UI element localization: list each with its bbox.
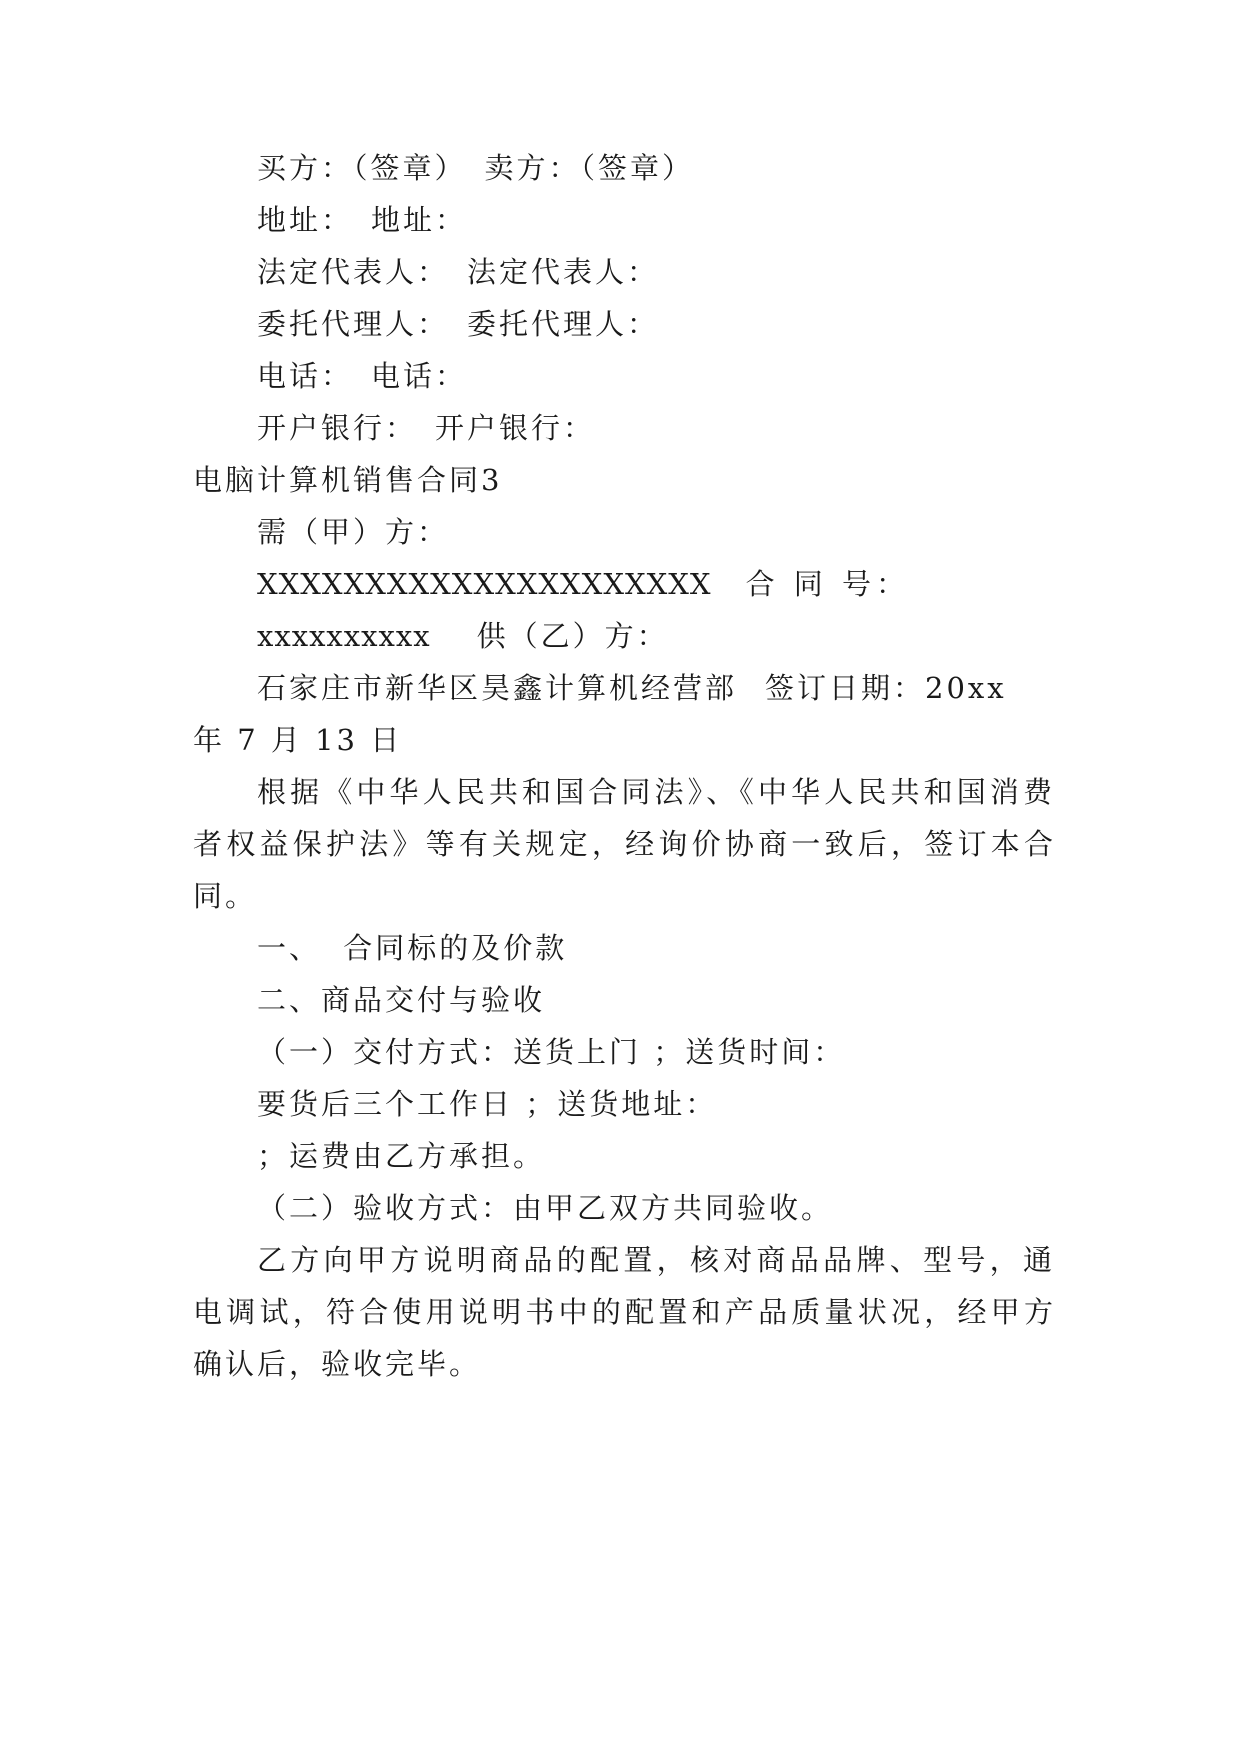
buyer-phone-label: 电话： bbox=[257, 359, 354, 393]
party-a-label: 需（甲）方： bbox=[257, 515, 450, 549]
party-a-name: XXXXXXXXXXXXXXXXXXXXX bbox=[257, 567, 712, 601]
seller-bank-label: 开户银行： bbox=[435, 411, 596, 445]
legal-rep-row bbox=[257, 252, 659, 292]
party-a-row bbox=[257, 564, 910, 604]
address-row bbox=[257, 200, 467, 240]
bank-row bbox=[257, 408, 595, 448]
buyer-address-label: 地址： bbox=[257, 203, 354, 237]
delivery-time: 要货后三个工作日 ；送货地址： bbox=[257, 1087, 718, 1121]
buyer-agent-label: 委托代理人： bbox=[257, 307, 450, 341]
paragraph-line: 根据《中华人民共和国合同法》、《中华人民共和国消费 bbox=[257, 775, 1052, 809]
signature-row bbox=[257, 148, 694, 188]
sign-date-label: 签订日期：20xx bbox=[765, 671, 1007, 705]
party-b-name: 石家庄市新华区昊鑫计算机经营部 bbox=[257, 671, 738, 705]
paragraph-line: 确认后，验收完毕。 bbox=[193, 1347, 482, 1381]
phone-row bbox=[257, 356, 467, 396]
buyer-bank-label: 开户银行： bbox=[257, 411, 418, 445]
seller-phone-label: 电话： bbox=[371, 359, 468, 393]
buyer-signature-label: 买方：（签章） bbox=[257, 151, 467, 185]
delivery-freight: ；运费由乙方承担。 bbox=[257, 1139, 546, 1173]
section-heading-delivery: 二、商品交付与验收 bbox=[257, 983, 546, 1017]
paragraph-line: 者权益保护法》等有关规定，经询价协商一致后，签订本合 bbox=[193, 827, 1053, 861]
paragraph-line: 电调试，符合使用说明书中的配置和产品质量状况，经甲方 bbox=[193, 1295, 1053, 1329]
contract-number-label: 合 同 号： bbox=[745, 567, 910, 601]
seller-legal-rep-label: 法定代表人： bbox=[467, 255, 660, 289]
party-b-label: 供（乙）方： bbox=[476, 619, 669, 653]
paragraph-line: 同。 bbox=[193, 879, 258, 913]
contract-number-row bbox=[257, 616, 669, 656]
agent-row bbox=[257, 304, 659, 344]
delivery-method: （一）交付方式：送货上门 ；送货时间： bbox=[257, 1035, 846, 1069]
seller-address-label: 地址： bbox=[371, 203, 468, 237]
section-heading-price: 一、 合同标的及价款 bbox=[257, 931, 568, 965]
sign-date-continuation: 年 7 月 13 日 bbox=[193, 723, 403, 757]
buyer-legal-rep-label: 法定代表人： bbox=[257, 255, 450, 289]
contract-heading: 电脑计算机销售合同3 bbox=[193, 463, 503, 497]
contract-number-value: xxxxxxxxxx bbox=[257, 619, 431, 653]
seller-signature-label: 卖方：（签章） bbox=[484, 151, 695, 185]
party-b-row bbox=[257, 668, 1007, 708]
seller-agent-label: 委托代理人： bbox=[467, 307, 660, 341]
paragraph-line: 乙方向甲方说明商品的配置，核对商品品牌、型号，通 bbox=[257, 1243, 1052, 1277]
acceptance-method: （二）验收方式：由甲乙双方共同验收。 bbox=[257, 1191, 834, 1225]
